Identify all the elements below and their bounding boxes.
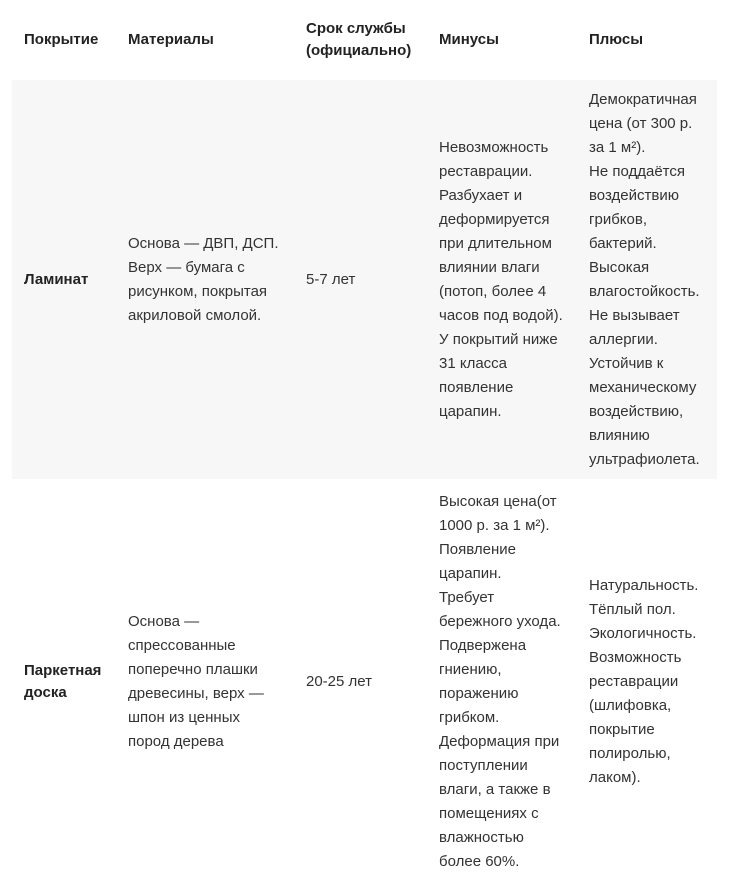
header-materials: Материалы — [128, 31, 214, 48]
cell-pros: Демократичная цена (от 300 р. за 1 м²). Не поддаётся воздействию грибков, бактерий. Высокая влагостойкость. Не вызывает аллергии. Устойчив к механическому воздействию, влиянию ультрафиолета. — [589, 90, 700, 468]
cell-lifespan: 5-7 лет — [306, 270, 356, 288]
header-cons: Минусы — [439, 31, 499, 48]
header-coating: Покрытие — [24, 31, 99, 48]
cell-lifespan: 20-25 лет — [306, 673, 372, 690]
header-pros: Плюсы — [589, 31, 644, 48]
table-row-laminate — [12, 80, 717, 479]
cell-pros: Натуральность. Тёплый пол. Экологичность. Возможность реставрации (шлифовка, покрытие полиролью, лаком). — [589, 577, 699, 786]
cell-materials: Основа — спрессованные поперечно плашки древесины, верх — шпон из ценных пород дерева — [128, 613, 264, 750]
table-row-parquet-board — [12, 482, 717, 882]
cell-cons: Невозможность реставрации. Разбухает и деформируется при длительном влиянии влаги (потоп, более 4 часов под водой). У покрытий ниже 31 класса появление царапин. — [439, 138, 563, 420]
cell-coating-name: Ламинат — [24, 270, 89, 288]
cell-coating-name: Паркетная доска — [24, 662, 102, 701]
cell-materials: Основа — ДВП, ДСП. Верх — бумага с рисунком, покрытая акриловой смолой. — [128, 234, 279, 324]
header-lifespan: Срок службы (официально) — [306, 20, 412, 59]
cell-cons: Высокая цена(от 1000 р. за 1 м²). Появление царапин. Требует бережного ухода. Подвержена гниению, поражению грибком. Деформация при поступлении влаги, а также в помещениях с влажностью более 60%. — [439, 493, 561, 870]
table-header-row — [12, 0, 717, 80]
